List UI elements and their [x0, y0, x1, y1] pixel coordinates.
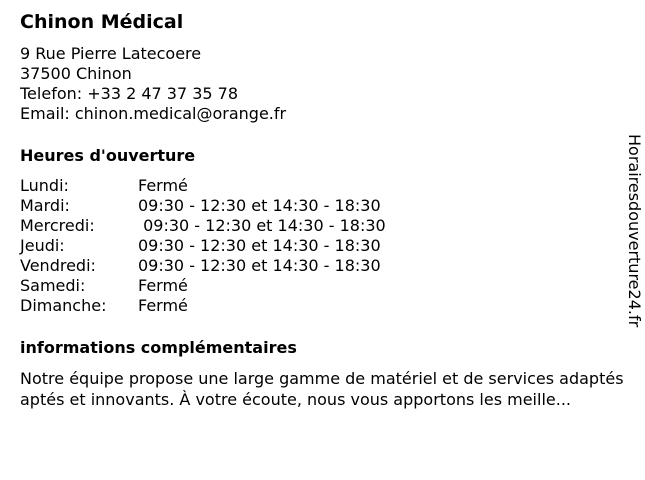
email-line: Email: chinon.medical@orange.fr	[20, 104, 287, 123]
business-name: Chinon Médical	[20, 11, 184, 33]
hours-day: Samedi:	[20, 276, 86, 295]
hours-table	[20, 176, 620, 316]
info-line-2: aptés et innovants. À votre écoute, nous vous apportons les meille...	[20, 390, 571, 409]
hours-row-sunday	[20, 296, 620, 316]
hours-day: Vendredi:	[20, 256, 96, 275]
hours-heading: Heures d'ouverture	[20, 146, 196, 165]
hours-row-wednesday	[20, 216, 620, 236]
address-block	[20, 44, 620, 124]
address-street: 9 Rue Pierre Latecoere	[20, 44, 202, 63]
site-watermark: Horairesdouverture24.fr	[625, 134, 644, 328]
hours-row-monday	[20, 176, 620, 196]
hours-day: Jeudi:	[20, 236, 65, 255]
hours-day: Mercredi:	[20, 216, 95, 235]
hours-row-saturday	[20, 276, 620, 296]
hours-time: 09:30 - 12:30 et 14:30 - 18:30	[138, 216, 386, 235]
hours-time: Fermé	[138, 276, 188, 295]
hours-time: 09:30 - 12:30 et 14:30 - 18:30	[138, 236, 381, 255]
hours-time: 09:30 - 12:30 et 14:30 - 18:30	[138, 196, 381, 215]
hours-row-thursday	[20, 236, 620, 256]
hours-day: Dimanche:	[20, 296, 107, 315]
info-description	[20, 368, 624, 410]
business-card	[20, 10, 624, 410]
phone-line: Telefon: +33 2 47 37 35 78	[20, 84, 239, 103]
address-city: 37500 Chinon	[20, 64, 132, 83]
hours-time: Fermé	[138, 176, 188, 195]
hours-day: Mardi:	[20, 196, 70, 215]
hours-time: Fermé	[138, 296, 188, 315]
info-line-1: Notre équipe propose une large gamme de matériel et de services adaptés	[20, 369, 624, 388]
hours-row-friday	[20, 256, 620, 276]
hours-row-tuesday	[20, 196, 620, 216]
info-heading: informations complémentaires	[20, 338, 297, 357]
hours-time: 09:30 - 12:30 et 14:30 - 18:30	[138, 256, 381, 275]
hours-day: Lundi:	[20, 176, 69, 195]
